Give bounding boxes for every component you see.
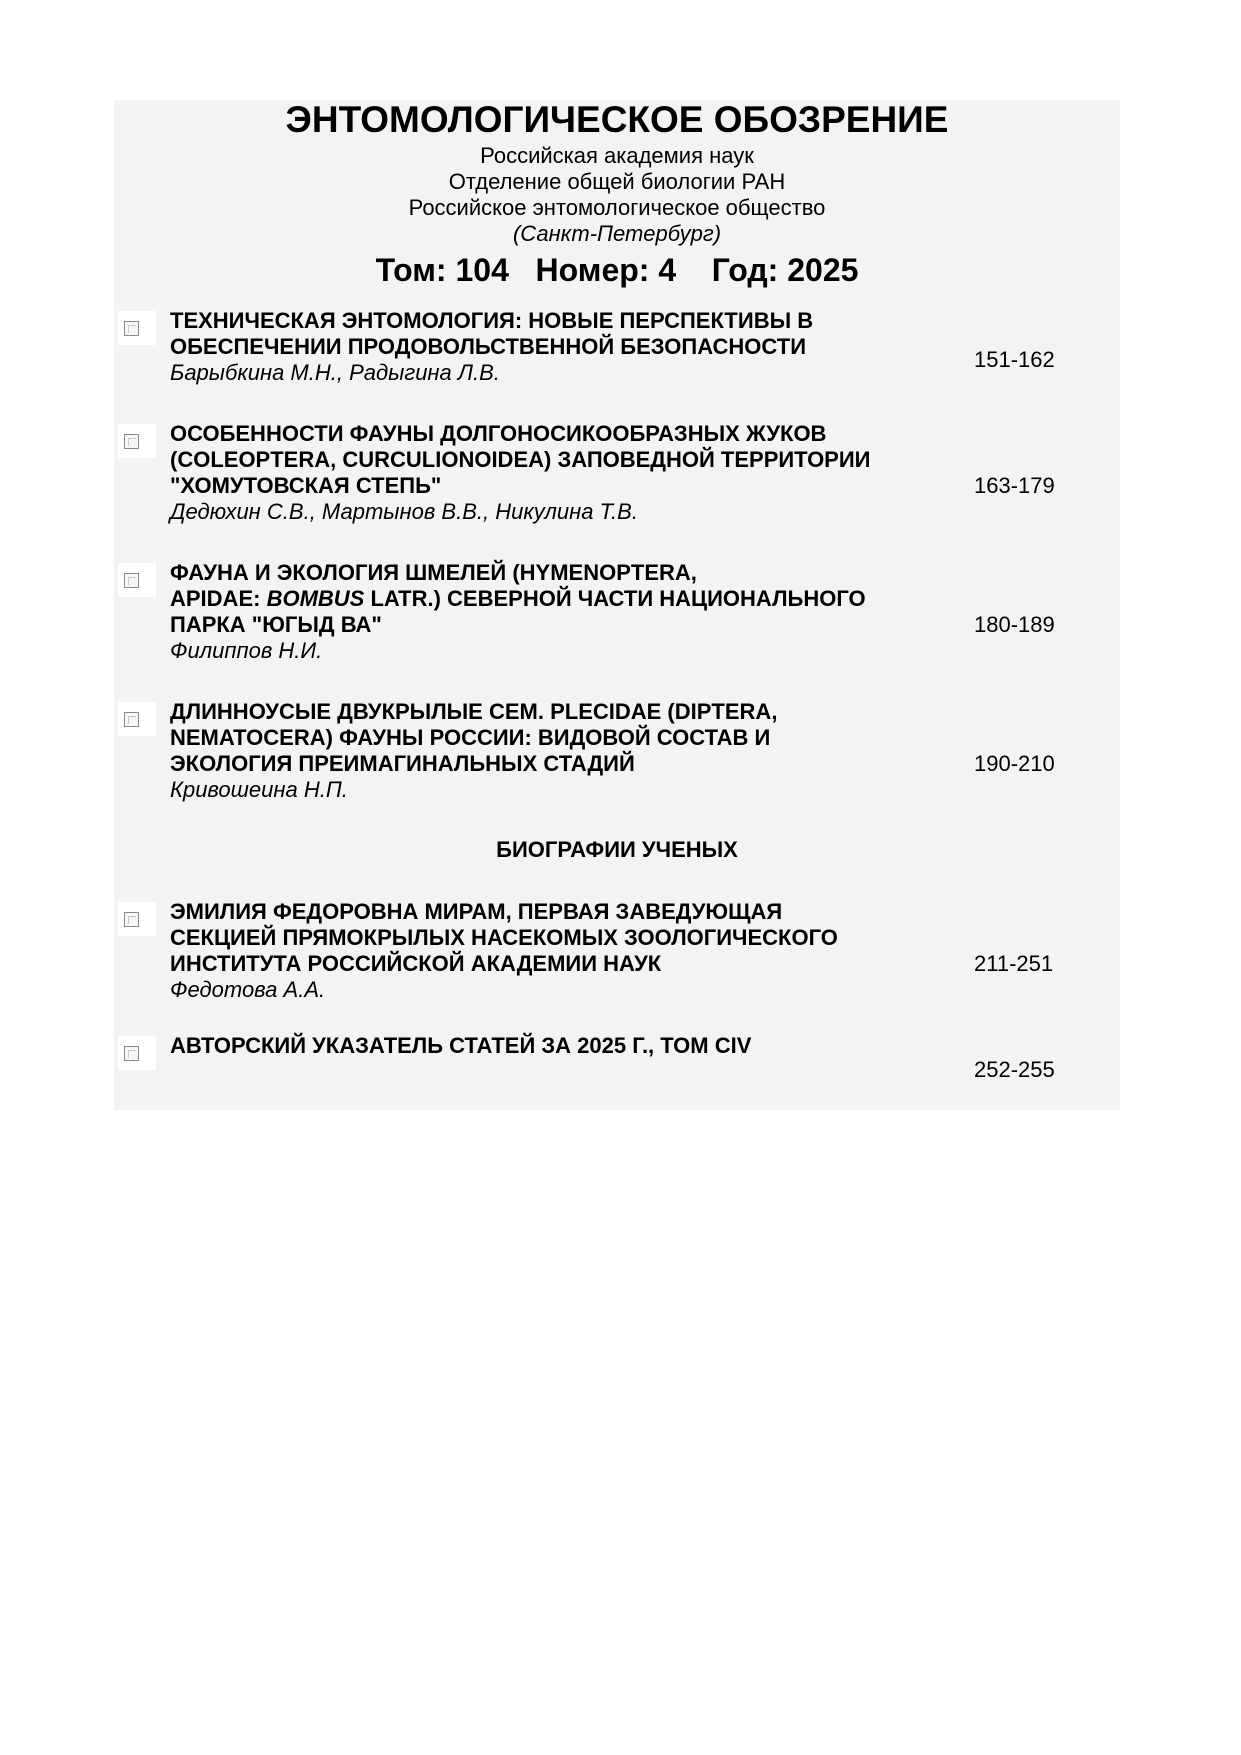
article-2-title-line-1[interactable]: ОСОБЕННОСТИ ФАУНЫ ДОЛГОНОСИКООБРАЗНЫХ ЖУКОВ xyxy=(170,421,827,446)
article-3-title-line-2-a[interactable]: APIDAE: xyxy=(170,586,267,611)
article-3-title-line-3[interactable]: ПАРКА "ЮГЫД ВА" xyxy=(170,612,382,637)
article-1-title-line-2[interactable]: ОБЕСПЕЧЕНИИ ПРОДОВОЛЬСТВЕННОЙ БЕЗОПАСНОСТИ xyxy=(170,334,807,359)
article-5-title-line-1[interactable]: ЭМИЛИЯ ФЕДОРОВНА МИРАМ, ПЕРВАЯ ЗАВЕДУЮЩАЯ xyxy=(170,899,783,924)
journal-city: (Санкт-Петербург) xyxy=(512,221,722,246)
article-2[interactable] xyxy=(170,421,940,525)
checkbox-icon xyxy=(124,321,139,336)
article-3-title-line-2-c[interactable]: LATR.) СЕВЕРНОЙ ЧАСТИ НАЦИОНАЛЬНОГО xyxy=(364,586,866,611)
article-4-title-line-1[interactable]: ДЛИННОУСЫЕ ДВУКРЫЛЫЕ СЕМ. PLECIDAE (DIPTERA, xyxy=(170,699,778,724)
article-1-pages: 151-162 xyxy=(974,347,1055,372)
journal-org-2: Отделение общей биологии РАН xyxy=(448,169,786,194)
checkbox-icon xyxy=(124,912,139,927)
section-heading-biographies: БИОГРАФИИ УЧЕНЫХ xyxy=(496,837,738,862)
article-3-pages: 180-189 xyxy=(974,612,1055,637)
article-5-pages: 211-251 xyxy=(974,951,1054,976)
article-3-title-line-1[interactable]: ФАУНА И ЭКОЛОГИЯ ШМЕЛЕЙ (HYMENOPTERA, xyxy=(170,560,697,585)
article-4-checkbox[interactable] xyxy=(118,702,156,736)
journal-org-1: Российская академия наук xyxy=(480,143,754,168)
journal-title: ЭНТОМОЛОГИЧЕСКОЕ ОБОЗРЕНИЕ xyxy=(285,99,949,140)
checkbox-icon xyxy=(124,712,139,727)
article-6-pages: 252-255 xyxy=(974,1057,1055,1082)
article-2-title-line-3[interactable]: "ХОМУТОВСКАЯ СТЕПЬ" xyxy=(170,473,442,498)
article-1-checkbox[interactable] xyxy=(118,311,156,345)
article-3-title-line-2[interactable] xyxy=(170,586,940,612)
article-1[interactable] xyxy=(170,308,940,386)
article-5-checkbox[interactable] xyxy=(118,902,156,936)
article-4-pages: 190-210 xyxy=(974,751,1055,776)
article-4-title-line-3[interactable]: ЭКОЛОГИЯ ПРЕИМАГИНАЛЬНЫХ СТАДИЙ xyxy=(170,751,635,776)
article-2-checkbox[interactable] xyxy=(118,424,156,458)
article-4-title-line-2[interactable]: NEMATOCERA) ФАУНЫ РОССИИ: ВИДОВОЙ СОСТАВ И xyxy=(170,725,771,750)
toc-sheet xyxy=(114,100,1120,1110)
article-5[interactable] xyxy=(170,899,940,1003)
issue-info: Том: 104 Номер: 4 Год: 2025 xyxy=(375,252,859,288)
article-2-title-line-2[interactable]: (COLEOPTERA, CURCULIONOIDEA) ЗАПОВЕДНОЙ ТЕРРИТОРИИ xyxy=(170,447,871,472)
article-3-checkbox[interactable] xyxy=(118,563,156,597)
article-4-authors: Кривошеина Н.П. xyxy=(170,777,348,802)
article-2-authors: Дедюхин С.В., Мартынов В.В., Никулина Т.В. xyxy=(170,499,638,524)
article-1-title-line-1[interactable]: ТЕХНИЧЕСКАЯ ЭНТОМОЛОГИЯ: НОВЫЕ ПЕРСПЕКТИВЫ В xyxy=(170,308,814,333)
article-6[interactable] xyxy=(170,1033,940,1059)
article-3[interactable] xyxy=(170,560,940,664)
article-6-checkbox[interactable] xyxy=(118,1036,156,1070)
article-6-title-line-1[interactable]: АВТОРСКИЙ УКАЗАТЕЛЬ СТАТЕЙ ЗА 2025 Г., ТОМ CIV xyxy=(170,1033,752,1058)
article-2-pages: 163-179 xyxy=(974,473,1055,498)
article-1-authors: Барыбкина М.Н., Радыгина Л.В. xyxy=(170,360,500,385)
article-3-genus[interactable]: BOMBUS xyxy=(266,586,365,611)
journal-org-3: Российское энтомологическое общество xyxy=(408,195,826,220)
checkbox-icon xyxy=(124,434,139,449)
article-5-authors: Федотова А.А. xyxy=(170,977,326,1002)
checkbox-icon xyxy=(124,573,139,588)
article-5-title-line-2[interactable]: СЕКЦИЕЙ ПРЯМОКРЫЛЫХ НАСЕКОМЫХ ЗООЛОГИЧЕСКОГО xyxy=(170,925,838,950)
checkbox-icon xyxy=(124,1046,139,1061)
article-5-title-line-3[interactable]: ИНСТИТУТА РОССИЙСКОЙ АКАДЕМИИ НАУК xyxy=(170,951,662,976)
article-4[interactable] xyxy=(170,699,940,803)
article-3-authors: Филиппов Н.И. xyxy=(170,638,323,663)
